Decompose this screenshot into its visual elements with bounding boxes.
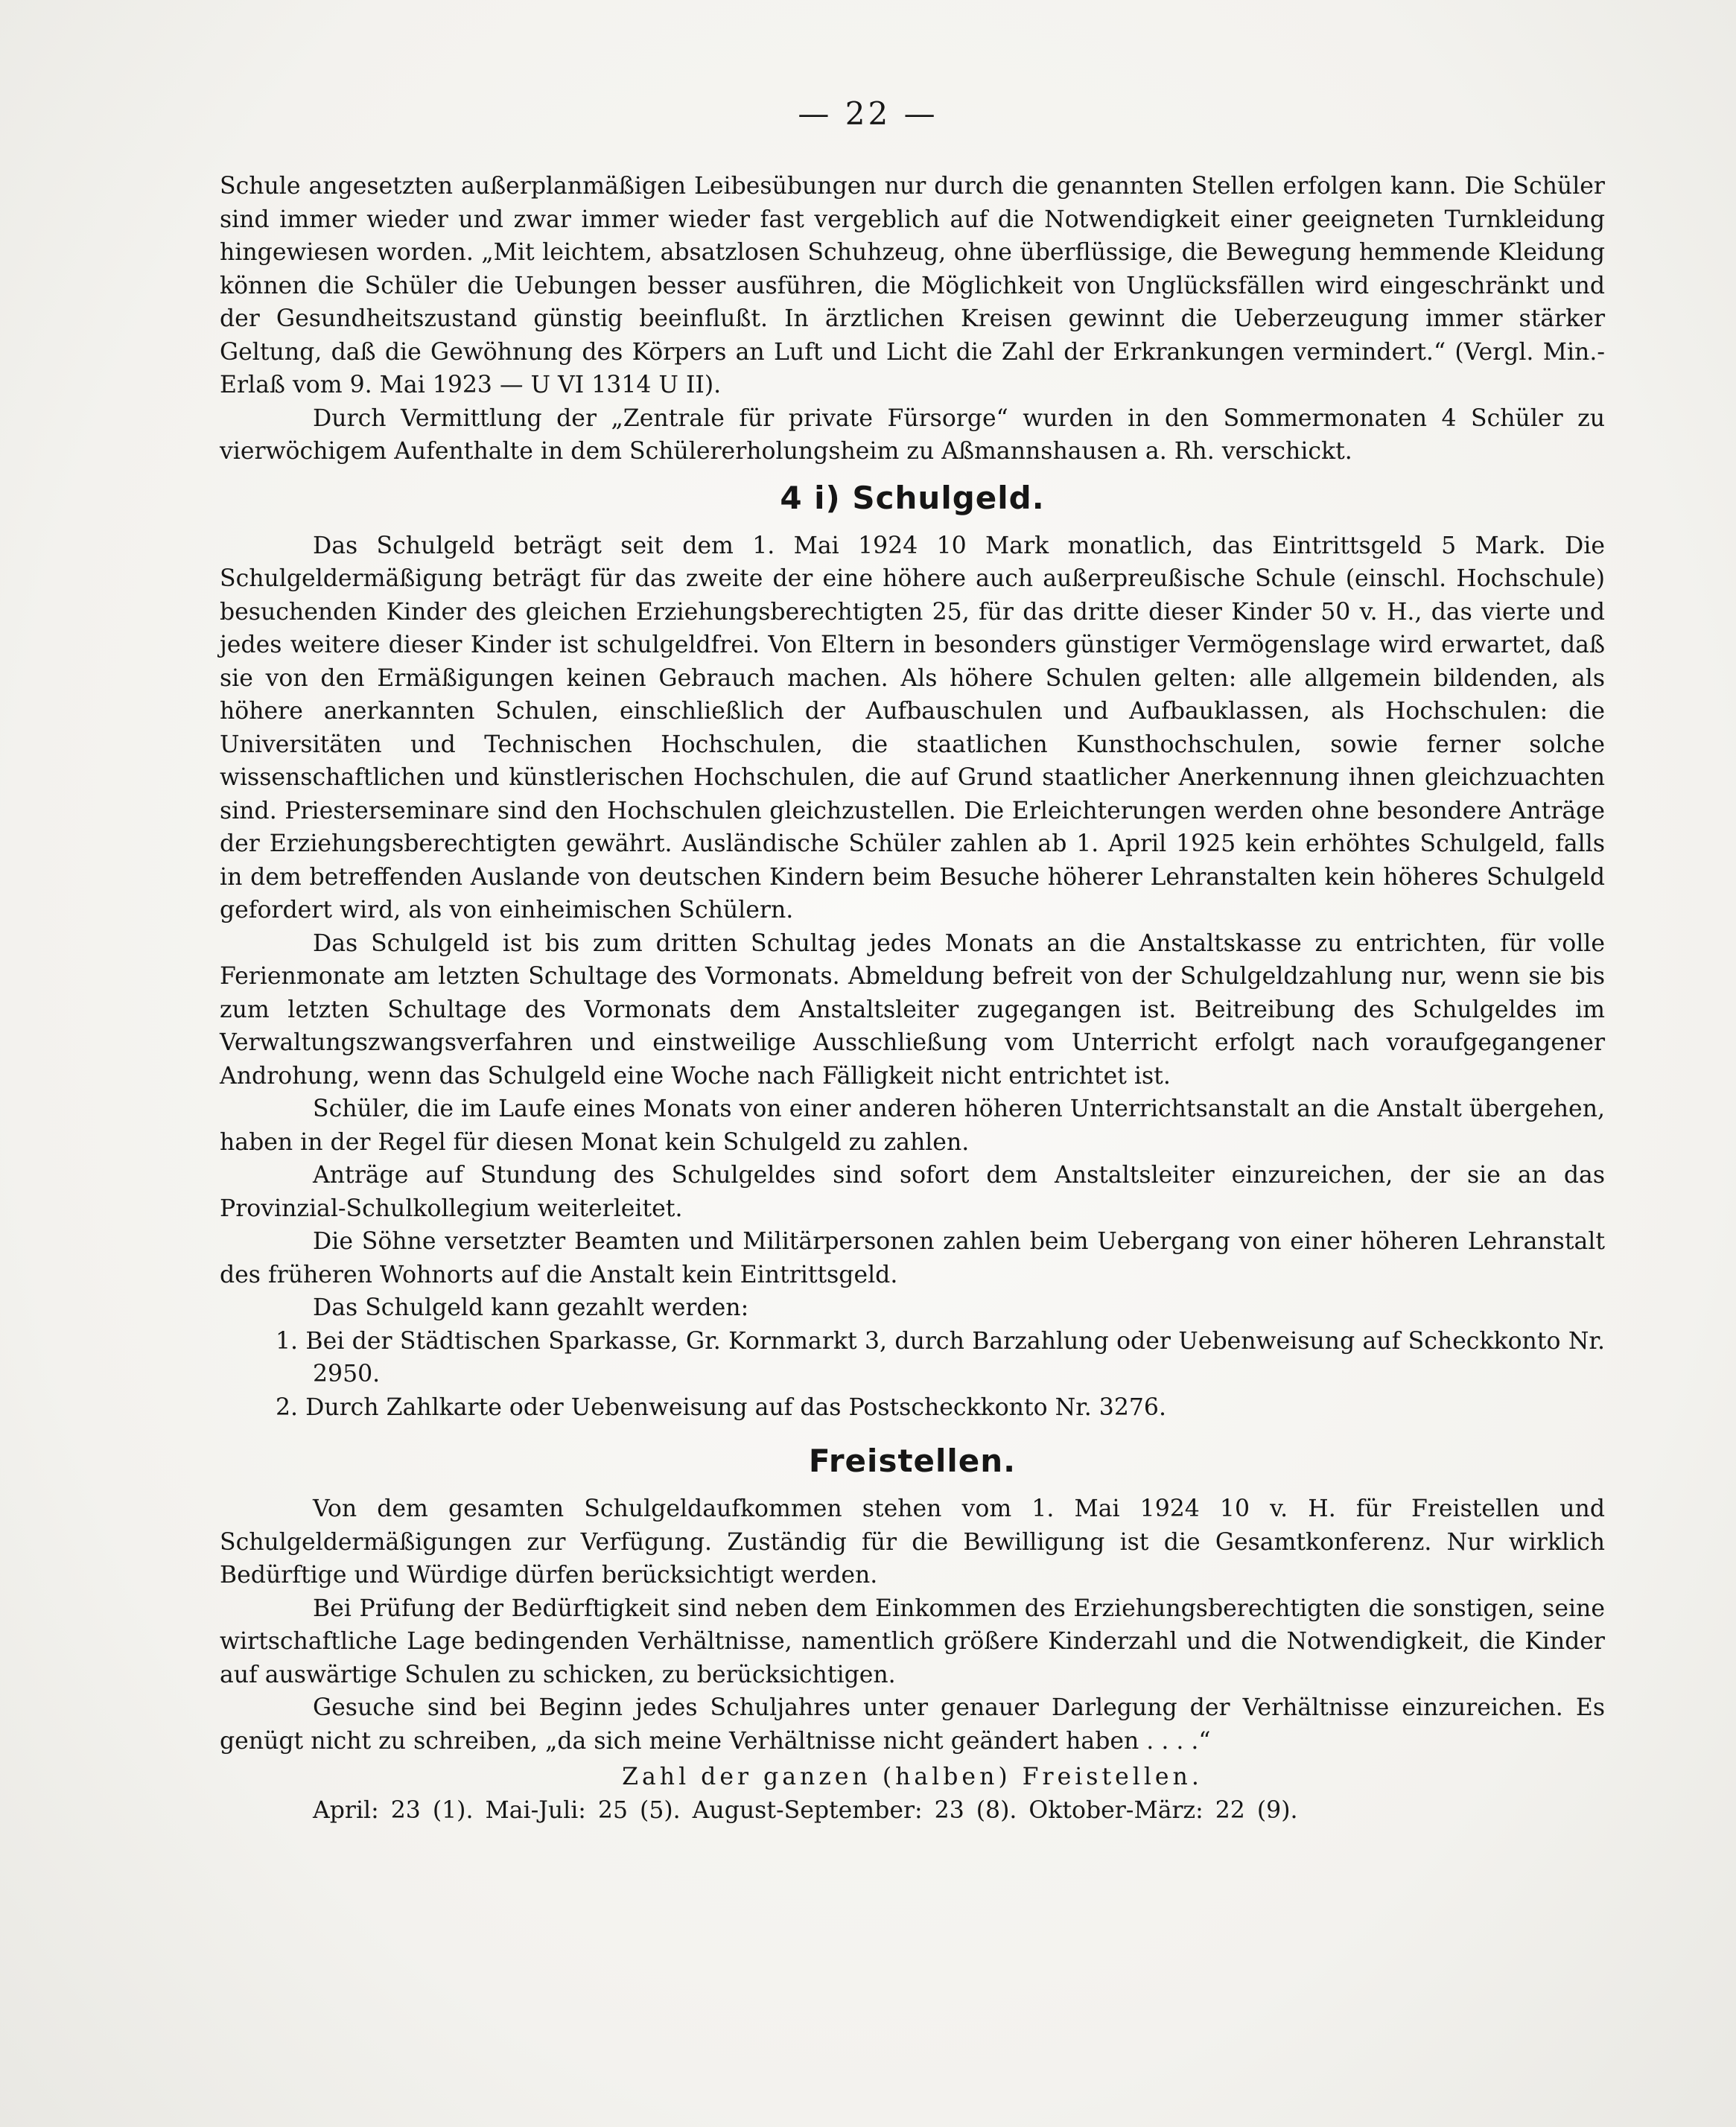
paragraph-schulgeld-zahlung: Das Schulgeld kann gezahlt werden: [313, 1294, 749, 1321]
list-item-postscheck: 2. Durch Zahlkarte oder Uebenweisung auf das Postscheckkonto Nr. 3276. [276, 1393, 1166, 1421]
freistellen-counts: April: 23 (1). Mai-Juli: 25 (5). August-September: 23 (8). Oktober-März: 22 (9). [313, 1796, 1298, 1824]
paragraph-freistellen-pruefung: Bei Prüfung der Bedürftigkeit sind neben dem Einkommen des Erziehungsberechtigten die sonstigen, seine wirtschaftliche Lage bedingenden Verhältnisse, namentlich größere Kinderzahl und die Notwendigkeit, die Kinder auf auswärtige Schulen zu schicken, zu berücksichtigen. [220, 1595, 1605, 1688]
paragraph-schulgeld-uebergang: Schüler, die im Laufe eines Monats von einer anderen höheren Unterrichtsanstalt an die Anstalt übergehen, haben in der Regel für diesen Monat kein Schulgeld zu zahlen. [220, 1096, 1605, 1156]
list-item-sparkasse: 1. Bei der Städtischen Sparkasse, Gr. Kornmarkt 3, durch Barzahlung oder Uebenweisung auf Scheckkonto Nr. 2950. [276, 1327, 1605, 1387]
paragraph-schulgeld-beamte: Die Söhne versetzter Beamten und Militärpersonen zahlen beim Uebergang von einer höheren Lehranstalt des früheren Wohnorts auf die Anstalt kein Eintrittsgeld. [220, 1228, 1605, 1288]
paragraph-schulgeld-entrichtung: Das Schulgeld ist bis zum dritten Schultag jedes Monats an die Anstaltskasse zu entrichten, für volle Ferienmonate am letzten Schultage des Vormonats. Abmeldung befreit von der Schulgeldzahlung nur, wenn sie bis zum letzten Schultage des Vormonats dem Anstaltsleiter zugegangen ist. Beitreibung des Schulgeldes im Verwaltungszwangsverfahren und einstweilige Ausschließung vom Unterricht erfolgt nach voraufgegangener Androhung, wenn das Schulgeld eine Woche nach Fälligkeit nicht entrichtet ist. [220, 929, 1605, 1090]
paragraph-turnkleidung: Schule angesetzten außerplanmäßigen Leibesübungen nur durch die genannten Stellen erfolgen kann. Die Schüler sind immer wieder und zwar immer wieder fast vergeblich auf die Notwendigkeit einer geeigneten Turnkleidung hingewiesen worden. „Mit leichtem, absatzlosen Schuhzeug, ohne überflüssige, die Bewegung hemmende Kleidung können die Schüler die Uebungen besser ausführen, die Möglichkeit von Unglücksfällen wird eingeschränkt und der Gesundheitszustand günstig beeinflußt. In ärztlichen Kreisen gewinnt die Ueberzeugung immer stärker Geltung, daß die Gewöhnung des Körpers an Luft und Licht die Zahl der Erkrankungen vermindert.“ (Vergl. Min.-Erlaß vom 9. Mai 1923 — U VI 1314 U II). [220, 173, 1605, 398]
paragraph-freistellen-aufkommen: Von dem gesamten Schulgeldaufkommen stehen vom 1. Mai 1924 10 v. H. für Freistellen und Schulgeldermäßigungen zur Verfügung. Zuständig für die Bewilligung ist die Gesamtkonferenz. Nur wirklich Bedürftige und Würdige dürfen berücksichtigt werden. [220, 1495, 1605, 1589]
paragraph-fuersorge: Durch Vermittlung der „Zentrale für private Fürsorge“ wurden in den Sommermonaten 4 Schüler zu vierwöchigem Aufenthalte in dem Schülererholungsheim zu Aßmannshausen a. Rh. verschickt. [220, 404, 1605, 465]
page-body [220, 170, 1605, 1827]
paragraph-schulgeld-stundung: Anträge auf Stundung des Schulgeldes sind sofort dem Anstaltsleiter einzureichen, der sie an das Provinzial-Schulkollegium weiterleitet. [220, 1162, 1605, 1222]
section-heading-freistellen: Freistellen. [808, 1443, 1017, 1479]
paragraph-schulgeld-betrag: Das Schulgeld beträgt seit dem 1. Mai 1924 10 Mark monatlich, das Eintrittsgeld 5 Mark. Die Schulgeldermäßigung beträgt für das zweite der eine höhere auch außerpreußische Schule (einschl. Hochschule) besuchenden Kinder des gleichen Erziehungsberechtigten 25, für das dritte dieser Kinder 50 v. H., das vierte und jedes weitere dieser Kinder ist schulgeldfrei. Von Eltern in besonders günstiger Vermögenslage wird erwartet, daß sie von den Ermäßigungen keinen Gebrauch machen. Als höhere Schulen gelten: alle allgemein bildenden, als höhere anerkannten Schulen, einschließlich der Aufbauschulen und Aufbauklassen, als Hochschulen: die Universitäten und Technischen Hochschulen, die staatlichen Kunsthochschulen, sowie ferner solche wissenschaftlichen und künstlerischen Hochschulen, die auf Grund staatlicher Anerkennung ihnen gleichzuachten sind. Priesterseminare sind den Hochschulen gleichzustellen. Die Erleichterungen werden ohne besondere Anträge der Erziehungsberechtigten gewährt. Ausländische Schüler zahlen ab 1. April 1925 kein erhöhtes Schulgeld, falls in dem betreffenden Auslande von deutschen Kindern beim Besuche höherer Lehranstalten kein höheres Schulgeld gefordert wird, als von einheimischen Schülern. [220, 532, 1605, 923]
freistellen-caption: Zahl der ganzen (halben) Freistellen. [622, 1764, 1203, 1790]
page-number: — 22 — [798, 95, 938, 132]
section-heading-schulgeld: 4 i) Schulgeld. [780, 479, 1045, 516]
paragraph-freistellen-gesuche: Gesuche sind bei Beginn jedes Schuljahres unter genauer Darlegung der Verhältnisse einzureichen. Es genügt nicht zu schreiben, „da sich meine Verhältnisse nicht geändert haben . . . .“ [220, 1694, 1605, 1755]
